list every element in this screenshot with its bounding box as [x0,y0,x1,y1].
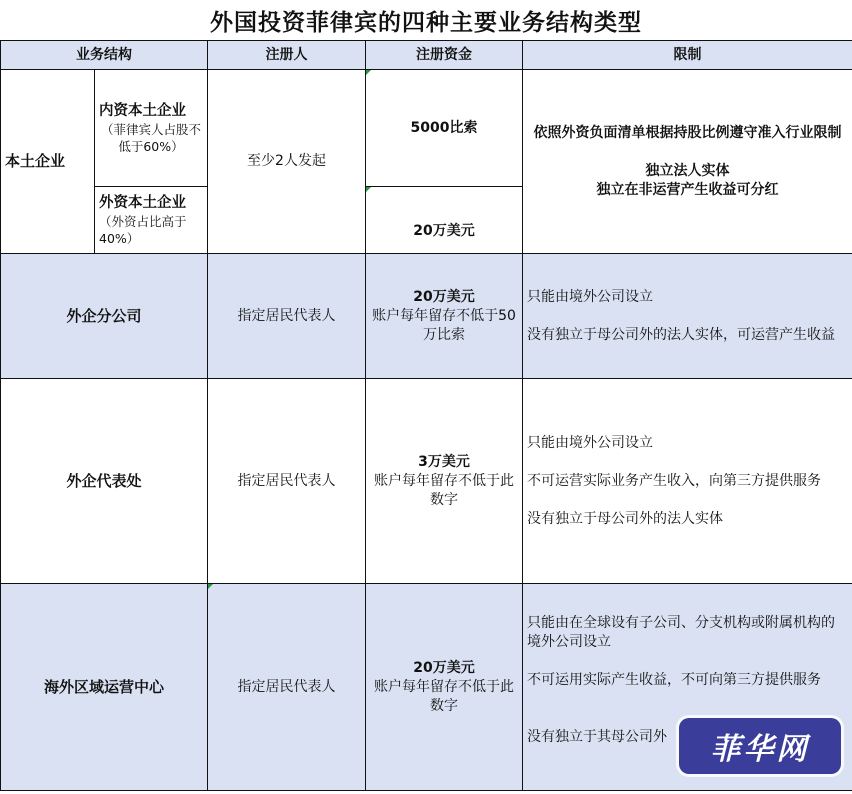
rohq-capital-main: 20万美元 [413,659,475,676]
local-registrant: 至少2人发起 [208,70,366,254]
foreign-enterprise-note: （外资占比高于40%） [99,213,187,246]
header-capital: 注册资金 [366,41,523,70]
domestic-enterprise-title: 内资本土企业 [99,102,186,119]
rohq-name: 海外区域运营中心 [1,584,208,791]
rohq-capital-note: 账户每年留存不低于此数字 [374,678,514,714]
local-limits [523,70,852,254]
header-structure: 业务结构 [1,41,208,70]
rohq-limit-1: 只能由在全球设有子公司、分支机构或附属机构的境外公司设立 [527,615,835,650]
rohq-capital [366,584,523,791]
local-limit-1: 依照外资负面清单根据持股比例遵守准入行业限制 [533,124,842,141]
branch-limit-2: 没有独立于母公司外的法人实体，可运营产生收益 [527,326,835,343]
domestic-enterprise-note: （菲律宾人占股不低于60%） [100,121,201,154]
rep-name: 外企代表处 [1,379,208,584]
rohq-registrant: 指定居民代表人 [208,584,366,791]
page-title: 外国投资菲律宾的四种主要业务结构类型 [210,9,642,36]
watermark-logo: 菲华网 [679,718,841,774]
table-row-branch [1,254,852,379]
branch-limit-1: 只能由境外公司设立 [527,288,653,305]
header-row [1,41,852,70]
branch-capital [366,254,523,379]
domestic-enterprise-cell [95,70,208,187]
rohq-limit-3: 没有独立于其母公司外 [527,729,667,745]
rep-capital [366,379,523,584]
header-limits: 限制 [523,41,852,70]
domestic-capital: 5000比索 [366,70,523,187]
local-limit-3: 独立在非运营产生收益可分红 [596,181,779,198]
header-registrant: 注册人 [208,41,366,70]
table-row-local-domestic [1,70,852,187]
foreign-capital: 20万美元 [366,187,523,254]
foreign-enterprise-title: 外资本土企业 [99,194,186,211]
rohq-limit-2: 不可运用实际产生收益，不可向第三方提供服务 [527,672,821,688]
local-enterprise-name: 本土企业 [1,70,95,254]
rep-limit-2: 不可运营实际业务产生收入，向第三方提供服务 [527,472,821,489]
branch-capital-main: 20万美元 [413,288,475,305]
local-limit-2: 独立法人实体 [645,162,730,179]
rep-capital-note: 账户每年留存不低于此数字 [374,472,514,508]
structure-table [0,40,852,791]
rep-capital-main: 3万美元 [418,453,470,470]
rep-registrant: 指定居民代表人 [208,379,366,584]
branch-capital-note: 账户每年留存不低于50万比索 [372,307,516,343]
branch-limits [523,254,852,379]
foreign-enterprise-cell [95,187,208,254]
rep-limit-3: 没有独立于母公司外的法人实体 [527,510,723,527]
rep-limit-1: 只能由境外公司设立 [527,434,653,451]
rep-limits [523,379,852,584]
branch-name: 外企分公司 [1,254,208,379]
branch-registrant: 指定居民代表人 [208,254,366,379]
table-row-rep [1,379,852,584]
